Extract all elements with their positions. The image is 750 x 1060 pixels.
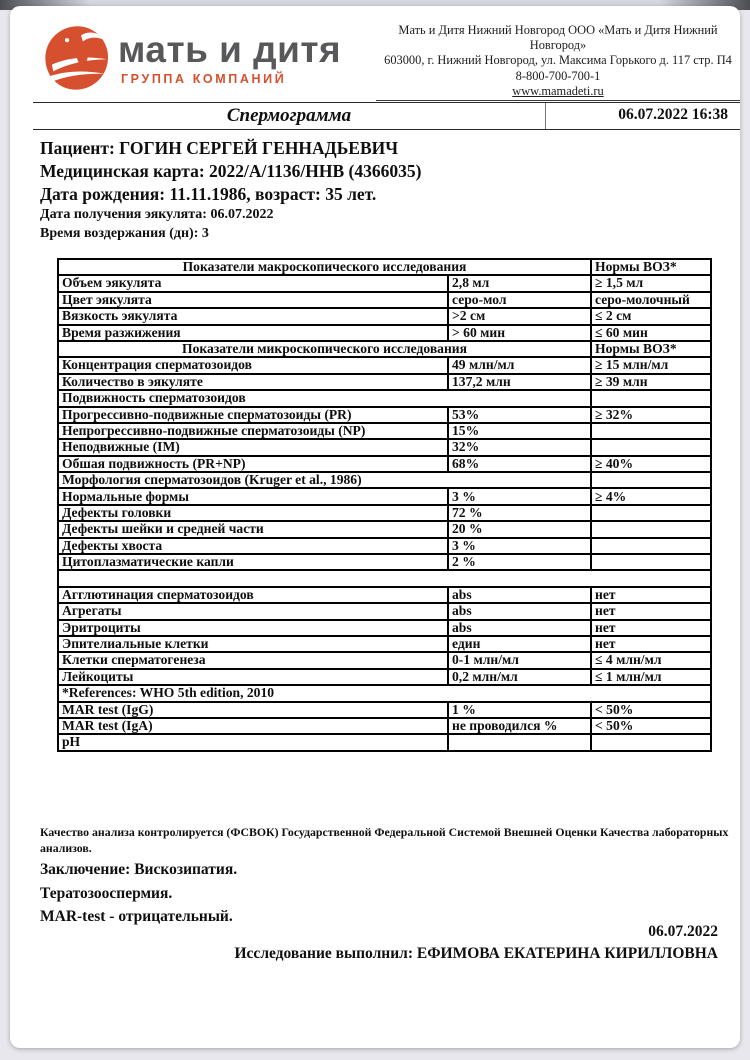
- result-cell: 20 %: [448, 521, 591, 537]
- conclusion-block: [40, 858, 237, 929]
- table-row: [58, 259, 711, 275]
- table-row: [58, 472, 711, 488]
- norm-cell: ≤ 60 мин: [591, 325, 711, 341]
- norm-cell: ≥ 15 млн/мл: [591, 357, 711, 373]
- table-row: [58, 734, 711, 750]
- section-header-cell: Показатели макроскопического исследования: [58, 259, 591, 275]
- param-cell: Дефекты шейки и средней части: [58, 521, 448, 537]
- norm-cell: ≥ 32%: [591, 407, 711, 423]
- norm-cell: ≤ 4 млн/мл: [591, 652, 711, 668]
- param-cell: Дефекты хвоста: [58, 538, 448, 554]
- result-cell: не проводился %: [448, 718, 591, 734]
- result-cell: abs: [448, 620, 591, 636]
- result-cell: 137,2 млн: [448, 374, 591, 390]
- table-row: [58, 570, 711, 586]
- norm-cell: серо-молочный: [591, 292, 711, 308]
- table-row: [58, 554, 711, 570]
- conclusion-line3: MAR-test - отрицательный.: [40, 908, 233, 925]
- norm-cell: ≤ 2 см: [591, 308, 711, 324]
- param-cell: Обшая подвижность (PR+NP): [58, 456, 448, 472]
- param-cell: Прогрессивно-подвижные сперматозоиды (PR): [58, 407, 448, 423]
- norm-header-cell: Нормы ВОЗ*: [591, 259, 711, 275]
- logo-subtitle: ГРУППА КОМПАНИЙ: [121, 72, 287, 86]
- result-cell: 0,2 млн/мл: [448, 669, 591, 685]
- norm-cell: нет: [591, 587, 711, 603]
- table-row: [58, 669, 711, 685]
- result-cell: 2,8 мл: [448, 275, 591, 291]
- param-cell: Агрегаты: [58, 603, 448, 619]
- table-row: [58, 636, 711, 652]
- table-row: [58, 587, 711, 603]
- param-cell: Неподвижные (IM): [58, 439, 448, 455]
- param-cell: Клетки сперматогенеза: [58, 652, 448, 668]
- report-datetime: 06.07.2022 16:38: [545, 103, 740, 129]
- subsection-cell: Подвижность сперматозоидов: [58, 390, 591, 406]
- header-divider-bottom: [33, 129, 740, 130]
- table-row: [58, 390, 711, 406]
- result-cell: [448, 734, 591, 750]
- patient-card: Медицинская карта: 2022/А/1136/ННВ (4366035): [40, 161, 422, 181]
- abstinence-days: Время воздержания (дн): 3: [40, 225, 209, 241]
- fullwidth-cell: [58, 570, 711, 586]
- result-cell: abs: [448, 587, 591, 603]
- norm-cell: [591, 554, 711, 570]
- table-row: [58, 521, 711, 537]
- table-row: [58, 685, 711, 701]
- norm-cell: [591, 538, 711, 554]
- norm-cell: ≥ 1,5 мл: [591, 275, 711, 291]
- document-page: [10, 6, 740, 1048]
- footer-date: 06.07.2022: [648, 923, 718, 940]
- norm-cell: [591, 472, 711, 488]
- results-table-body: [58, 259, 711, 751]
- table-row: [58, 488, 711, 504]
- clinic-address-block: [376, 23, 740, 101]
- clinic-logo: [44, 25, 341, 91]
- table-row: [58, 456, 711, 472]
- clinic-name-line1: Мать и Дитя Нижний Новгород ООО «Мать и Дитя Нижний: [398, 23, 718, 37]
- clinic-website-link: www.mamadeti.ru: [512, 83, 604, 98]
- results-table: [57, 258, 712, 752]
- param-cell: Цвет эякулята: [58, 292, 448, 308]
- param-cell: Дефекты головки: [58, 505, 448, 521]
- quality-footnote: [40, 824, 730, 856]
- result-cell: 68%: [448, 456, 591, 472]
- result-cell: abs: [448, 603, 591, 619]
- result-cell: 1 %: [448, 702, 591, 718]
- param-cell: pH: [58, 734, 448, 750]
- norm-header-cell: Нормы ВОЗ*: [591, 341, 711, 357]
- ejaculate-date: Дата получения эякулята: 06.07.2022: [40, 207, 274, 222]
- param-cell: Лейкоциты: [58, 669, 448, 685]
- clinic-phone: 8-800-700-700-1: [515, 68, 601, 83]
- norm-cell: [591, 390, 711, 406]
- norm-cell: ≥ 39 млн: [591, 374, 711, 390]
- norm-cell: нет: [591, 603, 711, 619]
- param-cell: Вязкость эякулята: [58, 308, 448, 324]
- result-cell: 3 %: [448, 538, 591, 554]
- table-row: [58, 652, 711, 668]
- table-row: [58, 439, 711, 455]
- table-row: [58, 275, 711, 291]
- result-cell: 2 %: [448, 554, 591, 570]
- norm-cell: [591, 423, 711, 439]
- quality-footnote-line2: анализов.: [40, 841, 92, 855]
- fullwidth-cell: *References: WHO 5th edition, 2010: [58, 685, 711, 701]
- param-cell: MAR test (IgG): [58, 702, 448, 718]
- norm-cell: нет: [591, 620, 711, 636]
- result-cell: серо-мол: [448, 292, 591, 308]
- norm-cell: [591, 734, 711, 750]
- result-cell: > 60 мин: [448, 325, 591, 341]
- result-cell: 3 %: [448, 488, 591, 504]
- param-cell: Количество в эякуляте: [58, 374, 448, 390]
- section-header-cell: Показатели микроскопического исследования: [58, 341, 591, 357]
- conclusion-line2: Тератозооспермия.: [40, 884, 173, 902]
- param-cell: Непрогрессивно-подвижные сперматозоиды (NP): [58, 423, 448, 439]
- result-cell: един: [448, 636, 591, 652]
- norm-cell: < 50%: [591, 702, 711, 718]
- table-row: [58, 423, 711, 439]
- result-cell: 49 млн/мл: [448, 357, 591, 373]
- logo-wordmark: [118, 31, 341, 86]
- logo-brand-text: мать и дитя: [118, 29, 342, 70]
- param-cell: Время разжижения: [58, 325, 448, 341]
- title-row: [33, 103, 740, 129]
- norm-cell: ≥ 4%: [591, 488, 711, 504]
- param-cell: Агглютинация сперматозоидов: [58, 587, 448, 603]
- param-cell: MAR test (IgA): [58, 718, 448, 734]
- result-cell: 32%: [448, 439, 591, 455]
- table-row: [58, 357, 711, 373]
- table-row: [58, 308, 711, 324]
- result-cell: 0-1 млн/мл: [448, 652, 591, 668]
- param-cell: Нормальные формы: [58, 488, 448, 504]
- patient-name: Пациент: ГОГИН СЕРГЕЙ ГЕННАДЬЕВИЧ: [40, 138, 399, 158]
- norm-cell: < 50%: [591, 718, 711, 734]
- result-cell: >2 см: [448, 308, 591, 324]
- table-row: [58, 620, 711, 636]
- table-row: [58, 505, 711, 521]
- patient-birthdate: Дата рождения: 11.11.1986, возраст: 35 лет.: [40, 184, 377, 204]
- patient-info-block: [40, 137, 421, 243]
- table-row: [58, 325, 711, 341]
- param-cell: Объем эякулята: [58, 275, 448, 291]
- norm-cell: ≥ 40%: [591, 456, 711, 472]
- table-row: [58, 374, 711, 390]
- subsection-cell: Морфология сперматозоидов (Kruger et al., 1986): [58, 472, 591, 488]
- clinic-address: 603000, г. Нижний Новгород, ул. Максима Горького д. 117 стр. П4: [384, 53, 732, 68]
- performed-by: Исследование выполнил: ЕФИМОВА ЕКАТЕРИНА КИРИЛЛОВНА: [234, 945, 718, 962]
- table-row: [58, 538, 711, 554]
- param-cell: Эритроциты: [58, 620, 448, 636]
- param-cell: Концентрация сперматозоидов: [58, 357, 448, 373]
- quality-footnote-line1: Качество анализа контролируется (ФСВОК) Государственной Федеральной Системой Внешней Оценки Качества лабораторных: [40, 825, 729, 839]
- result-cell: 53%: [448, 407, 591, 423]
- mother-and-child-icon: [44, 25, 110, 91]
- norm-cell: [591, 521, 711, 537]
- table-row: [58, 292, 711, 308]
- result-cell: 15%: [448, 423, 591, 439]
- param-cell: Эпителиальные клетки: [58, 636, 448, 652]
- table-row: [58, 718, 711, 734]
- param-cell: Цитоплазматические капли: [58, 554, 448, 570]
- conclusion-line1: Заключение: Вискозипатия.: [40, 861, 238, 878]
- table-row: [58, 407, 711, 423]
- norm-cell: [591, 439, 711, 455]
- norm-cell: нет: [591, 636, 711, 652]
- result-cell: 72 %: [448, 505, 591, 521]
- norm-cell: ≤ 1 млн/мл: [591, 669, 711, 685]
- table-row: [58, 603, 711, 619]
- table-row: [58, 341, 711, 357]
- table-row: [58, 702, 711, 718]
- clinic-name-line2: Новгород»: [529, 38, 587, 53]
- norm-cell: [591, 505, 711, 521]
- report-title: Спермограмма: [226, 105, 352, 126]
